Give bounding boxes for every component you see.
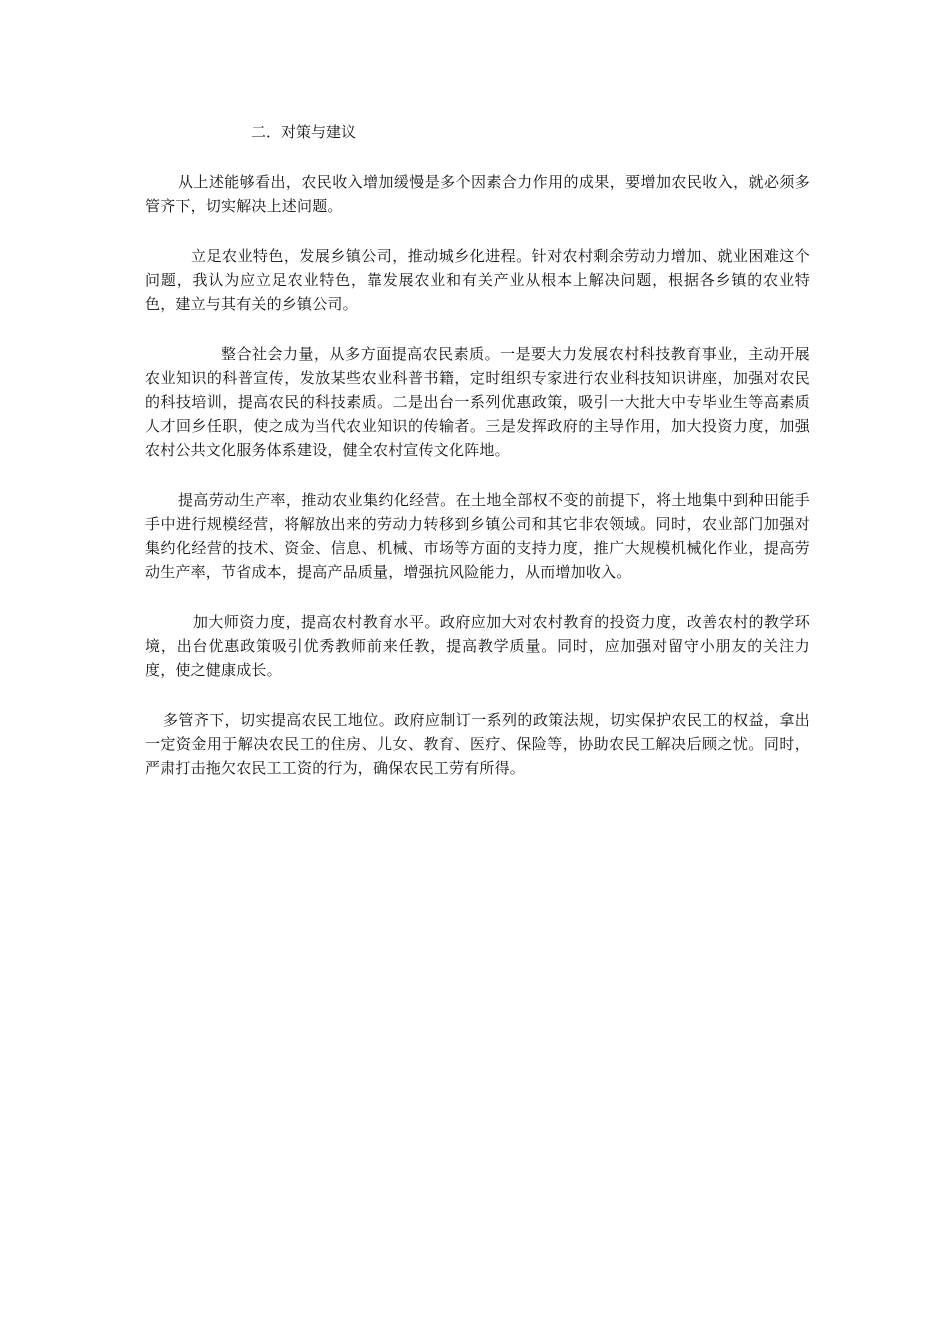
paragraph-rural-education: 加大师资力度，提高农村教育水平。政府应加大对农村教育的投资力度，改善农村的教学环境，出台优惠政策吸引优秀教师前来任教，提高教学质量。同时，应加强对留守小朋友的关注力度，使之健康成长。 [145,613,810,679]
paragraph-migrant-workers: 多管齐下，切实提高农民工地位。政府应制订一系列的政策法规，切实保护农民工的权益，拿出一定资金用于解决农民工的住房、儿女、教育、医疗、保险等，协助农民工解决后顾之忧。同时，严肃打击拖欠农民工工资的行为，确保农民工劳有所得。 [145,711,810,777]
section-heading: 二．对策与建议 [251,123,357,141]
paragraph-farmer-quality: 整合社会力量，从多方面提高农民素质。一是要大力发展农村科技教育事业，主动开展农业知识的科普宣传，发放某些农业科普书籍，定时组织专家进行农业科技知识讲座，加强对农民的科技培训，提高农民的科技素质。二是出台一系列优惠政策，吸引一大批大中专毕业生等高素质人才回乡任职，使之成为当代农业知识的传输者。三是发挥政府的主导作用，加大投资力度，加强农村公共文化服务体系建设，健全农村宣传文化阵地。 [145,345,810,459]
paragraph-labor-productivity: 提高劳动生产率，推动农业集约化经营。在土地全部权不变的前提下，将土地集中到种田能手手中进行规模经营，将解放出来的劳动力转移到乡镇公司和其它非农领域。同时，农业部门加强对集约化经营的技术、资金、信息、机械、市场等方面的支持力度，推广大规模机械化作业，提高劳动生产率，节省成本，提高产品质量，增强抗风险能力，从而增加收入。 [145,491,810,581]
paragraph-township-enterprises: 立足农业特色，发展乡镇公司，推动城乡化进程。针对农村剩余劳动力增加、就业困难这个问题，我认为应立足农业特色，靠发展农业和有关产业从根本上解决问题，根据各乡镇的农业特色，建立与其有关的乡镇公司。 [145,247,810,313]
document-body [145,120,810,806]
paragraph-intro: 从上述能够看出，农民收入增加缓慢是多个因素合力作用的成果，要增加农民收入，就必须多管齐下，切实解决上述问题。 [145,173,810,215]
